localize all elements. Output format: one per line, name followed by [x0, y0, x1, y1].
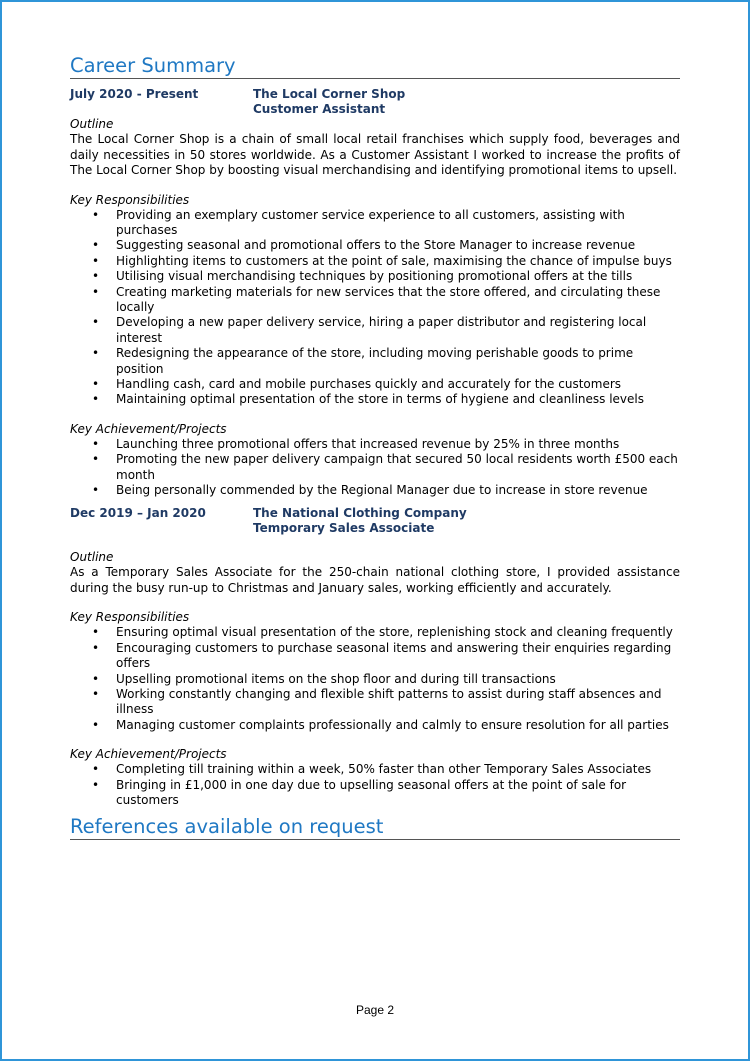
list-item: • Completing till training within a week, 50% faster than other Temporary Sales Associates	[92, 762, 680, 777]
list-item: • Creating marketing materials for new services that the store offered, and circulating these locally	[92, 285, 680, 316]
list-item: • Maintaining optimal presentation of the store in terms of hygiene and cleanliness levels	[92, 392, 680, 407]
list-item: • Promoting the new paper delivery campaign that secured 50 local residents worth £500 each month	[92, 452, 680, 483]
outline-label: Outline	[70, 117, 114, 131]
job-dates: Dec 2019 – Jan 2020	[70, 506, 206, 521]
list-item: • Encouraging customers to purchase seasonal items and answering their enquiries regarding offers	[92, 641, 680, 672]
list-item: • Highlighting items to customers at the point of sale, maximising the chance of impulse buys	[92, 254, 680, 269]
outline-text: The Local Corner Shop is a chain of small local retail franchises which supply food, beverages and daily necessities in 50 stores worldwide. As a Customer Assistant I worked to increase the profits of The Local Corner Shop by boosting visual merchandising and identifying promotional items to upsell.	[70, 132, 680, 177]
achievements-label: Key Achievement/Projects	[70, 747, 227, 762]
responsibilities-list	[92, 625, 680, 733]
references-heading: References available on request	[70, 815, 680, 840]
job-entry	[70, 506, 680, 808]
list-item: • Bringing in £1,000 in one day due to upselling seasonal offers at the point of sale for customers	[92, 778, 680, 809]
job-entry	[70, 87, 680, 498]
list-item: • Being personally commended by the Regional Manager due to increase in store revenue	[92, 483, 680, 498]
job-company: The National Clothing Company	[253, 506, 467, 521]
list-item: • Utilising visual merchandising techniques by positioning promotional offers at the tills	[92, 269, 680, 284]
job-header	[70, 87, 680, 117]
responsibilities-label: Key Responsibilities	[70, 610, 190, 625]
cv-page-content	[70, 54, 680, 840]
responsibilities-label: Key Responsibilities	[70, 192, 190, 207]
list-item: • Handling cash, card and mobile purchases quickly and accurately for the customers	[92, 377, 680, 392]
job-info	[253, 87, 405, 117]
responsibilities-list	[92, 208, 680, 408]
outline-label: Outline	[70, 550, 114, 565]
achievements-list	[92, 437, 680, 499]
job-role: Customer Assistant	[253, 102, 386, 116]
page-number: Page 2	[355, 1003, 395, 1017]
list-item: • Ensuring optimal visual presentation of the store, replenishing stock and cleaning frequently	[92, 625, 680, 640]
job-header	[70, 506, 680, 536]
job-dates: July 2020 - Present	[70, 87, 199, 101]
job-role: Temporary Sales Associate	[253, 521, 435, 536]
job-info	[253, 506, 467, 536]
achievements-list	[92, 762, 680, 808]
list-item: • Providing an exemplary customer service experience to all customers, assisting with purchases	[92, 208, 680, 239]
list-item: • Upselling promotional items on the shop floor and during till transactions	[92, 672, 680, 687]
list-item: • Developing a new paper delivery service, hiring a paper distributor and registering local interest	[92, 315, 680, 346]
achievements-label: Key Achievement/Projects	[70, 421, 227, 436]
list-item: • Redesigning the appearance of the store, including moving perishable goods to prime position	[92, 346, 680, 377]
career-summary-heading: Career Summary	[70, 54, 680, 79]
list-item: • Working constantly changing and flexible shift patterns to assist during staff absences and illness	[92, 687, 680, 718]
list-item: • Managing customer complaints professionally and calmly to ensure resolution for all parties	[92, 718, 680, 733]
list-item: • Launching three promotional offers that increased revenue by 25% in three months	[92, 437, 680, 452]
list-item: • Suggesting seasonal and promotional offers to the Store Manager to increase revenue	[92, 238, 680, 253]
outline-text: As a Temporary Sales Associate for the 250-chain national clothing store, I provided assistance during the busy run-up to Christmas and January sales, working efficiently and accurately.	[70, 565, 680, 595]
job-company: The Local Corner Shop	[253, 87, 406, 101]
